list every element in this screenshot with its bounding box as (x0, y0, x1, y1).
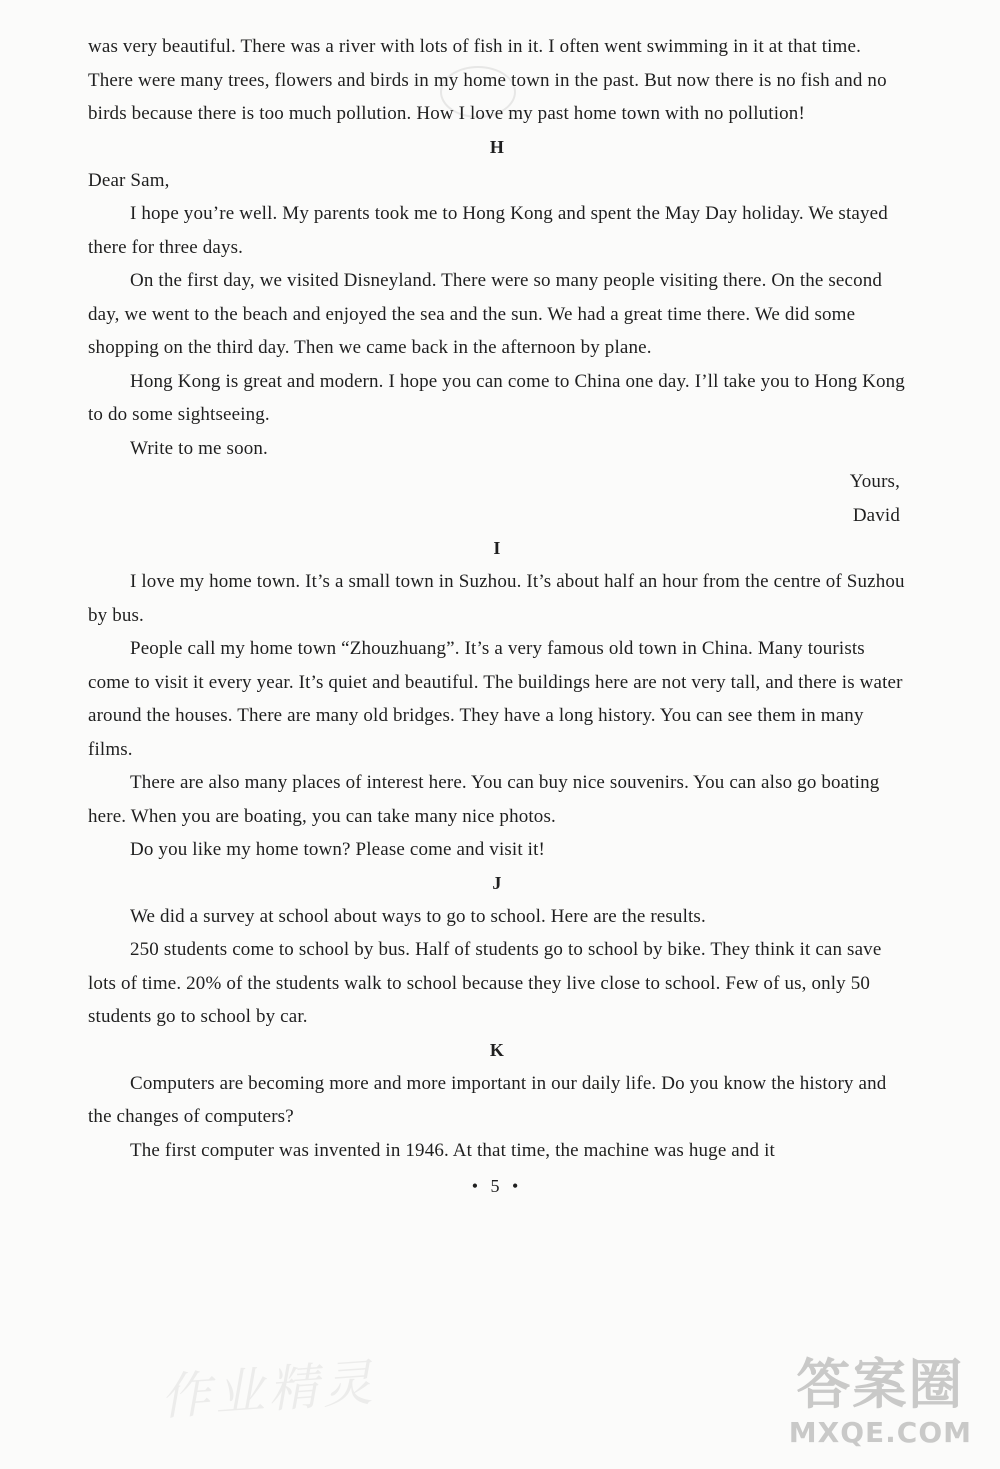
watermark-right (789, 1354, 972, 1449)
section-h-heading: H (489, 136, 505, 157)
watermark-left: 作业精灵 (158, 1353, 379, 1427)
section-k-paragraph-2: The first computer was invented in 1946. At that time, the machine was huge and it (130, 1139, 775, 1161)
page-number: • 5 • (471, 1176, 523, 1196)
section-j-heading: J (492, 872, 502, 893)
section-i-paragraph-2: People call my home town “Zhouzhuang”. It’s a very famous old town in China. Many tourists come to visit it every year. It’s quiet and beautiful. The buildings here are not very tall, and there is water around the houses. There are many old bridges. They have a long history. You can see them in many films. (88, 638, 903, 760)
section-h-paragraph-4: Write to me soon. (130, 437, 268, 459)
section-i-paragraph-1: I love my home town. It’s a small town in Suzhou. It’s about half an hour from the centre of Suzhou by bus. (88, 571, 905, 626)
watermark-url: MXQE.COM (788, 1416, 972, 1449)
letter-closing: Yours, (849, 471, 900, 492)
letter-signature: David (852, 504, 900, 526)
section-h-paragraph-3: Hong Kong is great and modern. I hope you can come to China one day. I’ll take you to Hong Kong to do some sightseeing. (88, 370, 905, 425)
section-h-paragraph-1: I hope you’re well. My parents took me to Hong Kong and spent the May Day holiday. We stayed there for three days. (88, 203, 888, 258)
section-k-paragraph-1: Computers are becoming more and more important in our daily life. Do you know the history and the changes of computers? (88, 1072, 887, 1127)
section-g-tail: was very beautiful. There was a river with lots of fish in it. I often went swimming in it at that time. There were many trees, flowers and birds in my home town in the past. But now there is no fish and no birds because there is too much pollution. How I love my past home town with no pollution! (88, 36, 887, 124)
section-j-paragraph-1: We did a survey at school about ways to go to school. Here are the results. (130, 905, 706, 927)
page-content (88, 30, 906, 1201)
section-k-heading: K (489, 1039, 505, 1060)
section-h-paragraph-2: On the first day, we visited Disneyland. There were so many people visiting there. On the second day, we went to the beach and enjoyed the sea and the sun. We had a great time there. We did some shopping on the third day. Then we came back in the afternoon by plane. (88, 270, 883, 358)
section-i-paragraph-4: Do you like my home town? Please come and visit it! (130, 839, 546, 860)
watermark-logo-text: 答案圈 (796, 1353, 965, 1416)
section-j-paragraph-2: 250 students come to school by bus. Half of students go to school by bike. They think it can save lots of time. 20% of the students walk to school because they live close to school. Few of us, only 50 students go to school by car. (88, 939, 882, 1027)
section-i-paragraph-3: There are also many places of interest here. You can buy nice souvenirs. You can also go boating here. When you are boating, you can take many nice photos. (88, 772, 880, 827)
letter-greeting: Dear Sam, (88, 169, 170, 191)
section-i-heading: I (493, 538, 501, 558)
